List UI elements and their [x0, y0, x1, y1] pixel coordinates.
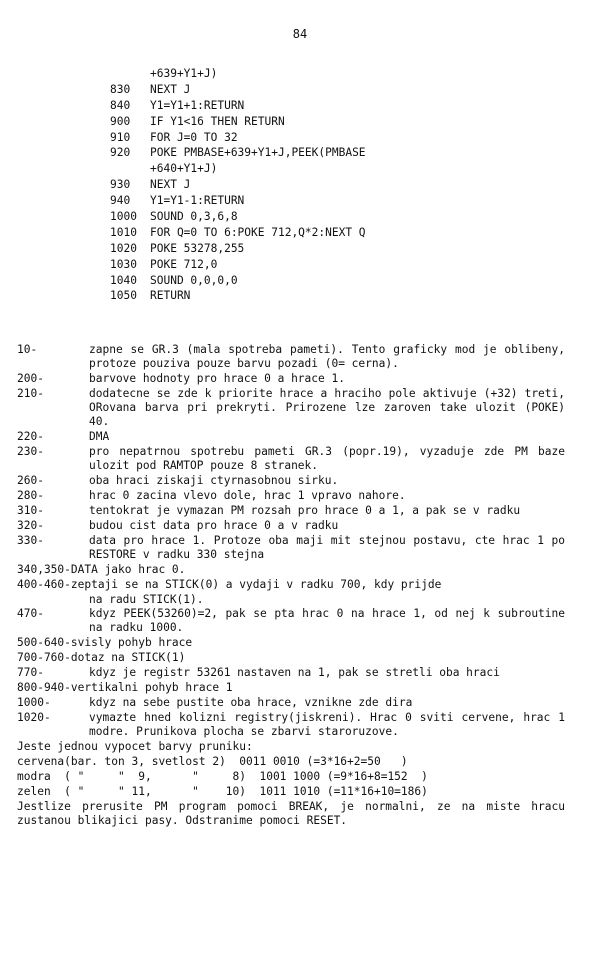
note-key: 210- — [17, 387, 44, 400]
code-line-number: 910 — [110, 130, 131, 144]
code-line-text: Y1=Y1-1:RETURN — [150, 194, 245, 208]
code-line-number: 930 — [110, 178, 131, 192]
note-row — [17, 519, 565, 533]
note-key: 280- — [17, 489, 44, 502]
color-calc-row: cervena(bar. ton 3, svetlost 2) 0011 0010 (=3*16+2=50 ) — [17, 755, 408, 768]
code-line-number: 1000 — [110, 210, 137, 224]
note-key: 770- — [17, 666, 44, 679]
note-text: DMA — [89, 430, 110, 443]
code-line — [110, 210, 530, 226]
code-line — [110, 99, 530, 115]
note-inline-row — [17, 681, 565, 695]
note-text: tentokrat je vymazan PM rozsah pro hrace 0 a 1, a pak se v radku — [89, 504, 521, 517]
code-line-number: 920 — [110, 146, 131, 160]
note-text: svisly pohyb hrace — [70, 636, 193, 649]
code-line-text: NEXT J — [150, 178, 191, 192]
code-line-text: SOUND 0,3,6,8 — [150, 210, 238, 224]
note-key: 310- — [17, 504, 44, 517]
code-line — [110, 83, 530, 99]
footer-heading: Jeste jednou vypocet barvy pruniku: — [17, 740, 253, 753]
note-key: 1020- — [17, 711, 51, 724]
note-text: dotaz na STICK(1) — [70, 651, 186, 664]
note-text: vymazte hned kolizni registry(jiskreni). Hrac 0 sviti cervene, hrac 1 modre. Prunikova plocha se zbarvi staroruzove. — [89, 711, 565, 738]
code-line-text: SOUND 0,0,0,0 — [150, 273, 238, 287]
page-number: 84 — [292, 27, 308, 41]
code-line — [110, 178, 530, 194]
code-line-number: 1040 — [110, 273, 137, 287]
code-line-number: 900 — [110, 114, 131, 128]
color-calc-row: zelen ( " " 11, " 10) 1011 1010 (=11*16+10=186) — [17, 785, 428, 798]
note-text: pro nepatrnou spotrebu pameti GR.3 (popr.19), vyzaduje zde PM baze ulozit pod RAMTOP pouze 8 stranek. — [89, 445, 565, 472]
note-row — [17, 430, 565, 444]
note-row — [17, 387, 565, 429]
code-line-number: 1010 — [110, 225, 137, 239]
note-text: kdyz je registr 53261 nastaven na 1, pak se stretli oba hraci — [89, 666, 500, 679]
note-text: DATA jako hrac 0. — [70, 563, 186, 576]
code-line-text: IF Y1<16 THEN RETURN — [150, 114, 285, 128]
footer-paragraph: Jestlize prerusite PM program pomoci BREAK, je normalni, ze na miste hracu zustanou blikajici pasy. Odstranime pomoci RESET. — [17, 800, 565, 827]
code-line — [110, 146, 530, 162]
note-text: data pro hrace 1. Protoze oba maji mit stejnou postavu, cte hrac 1 po RESTORE v radku 330 stejna — [89, 534, 565, 561]
code-line — [110, 226, 530, 242]
note-text: zapne se GR.3 (mala spotreba pameti). Tento graficky mod je oblibeny, protoze pouziva pouze barvu pozadi (0= cerna). — [89, 343, 565, 370]
code-line — [110, 258, 530, 274]
note-continuation: na radu STICK(1). — [89, 593, 204, 606]
note-key: 260- — [17, 474, 44, 487]
note-text: budou cist data pro hrace 0 a v radku — [89, 519, 339, 532]
code-line-number: 940 — [110, 194, 131, 208]
note-row — [17, 504, 565, 518]
code-line — [110, 67, 530, 83]
note-text: dodatecne se zde k priorite hrace a hraciho pole aktivuje (+32) treti, ORovana barva pri prekryti. Prirozene lze zaroven take ulozit (POKE) 40. — [89, 387, 565, 428]
code-line-text: +639+Y1+J) — [150, 67, 218, 80]
note-row — [17, 445, 565, 473]
code-line-text: RETURN — [150, 289, 191, 303]
note-text: oba hraci ziskaji ctyrnasobnou sirku. — [89, 474, 339, 487]
note-key: 400-460- — [17, 578, 71, 591]
note-key: 200- — [17, 372, 44, 385]
note-text: kdyz na sebe pustite oba hrace, vznikne zde dira — [89, 696, 413, 709]
code-line-number: 840 — [110, 98, 131, 112]
notes-section — [17, 343, 565, 828]
note-text: barvove hodnoty pro hrace 0 a hrace 1. — [89, 372, 345, 385]
note-key: 320- — [17, 519, 44, 532]
code-line-text: FOR Q=0 TO 6:POKE 712,Q*2:NEXT Q — [150, 225, 366, 239]
note-inline-row — [17, 563, 565, 577]
note-row — [17, 666, 565, 680]
code-line — [110, 194, 530, 210]
note-text: zeptaji se na STICK(0) a vydaji v radku 700, kdy prijde — [70, 578, 442, 591]
code-line-text: FOR J=0 TO 32 — [150, 130, 238, 144]
code-line — [110, 242, 530, 258]
note-row — [17, 711, 565, 739]
note-key: 1000- — [17, 696, 51, 709]
note-row — [17, 474, 565, 488]
code-line — [110, 162, 530, 178]
note-row — [17, 343, 565, 371]
code-line-text: POKE 53278,255 — [150, 241, 245, 255]
code-line-number: 1020 — [110, 241, 137, 255]
code-line-text: Y1=Y1+1:RETURN — [150, 98, 245, 112]
note-key: 470- — [17, 607, 44, 620]
note-row — [17, 534, 565, 562]
note-key: 340,350- — [17, 563, 71, 576]
note-inline-row — [17, 636, 565, 650]
note-row — [17, 607, 565, 635]
code-line-number: 1030 — [110, 257, 137, 271]
note-key: 500-640- — [17, 636, 71, 649]
note-inline-row — [17, 651, 565, 665]
note-text: vertikalni pohyb hrace 1 — [70, 681, 233, 694]
note-key: 10- — [17, 343, 38, 356]
code-line-text: NEXT J — [150, 82, 191, 96]
note-inline-row — [17, 578, 565, 592]
note-key: 800-940- — [17, 681, 71, 694]
note-text: kdyz PEEK(53260)=2, pak se pta hrac 0 na hrace 1, od nej k subroutine na radku 1000. — [89, 607, 565, 634]
code-line — [110, 115, 530, 131]
note-row — [17, 696, 565, 710]
code-line — [110, 131, 530, 147]
code-line-text: +640+Y1+J) — [150, 162, 218, 176]
note-row — [17, 372, 565, 386]
code-listing — [110, 67, 530, 305]
note-key: 220- — [17, 430, 44, 443]
code-line-number: 1050 — [110, 289, 137, 303]
code-line — [110, 289, 530, 305]
code-line-text: POKE PMBASE+639+Y1+J,PEEK(PMBASE — [150, 146, 366, 160]
code-line-number: 830 — [110, 82, 131, 96]
code-line-number — [110, 67, 150, 83]
note-key: 330- — [17, 534, 44, 547]
code-line-number — [110, 162, 150, 178]
color-calc-row: modra ( " " 9, " 8) 1001 1000 (=9*16+8=152 ) — [17, 770, 428, 783]
code-line — [110, 274, 530, 290]
code-line-text: POKE 712,0 — [150, 257, 218, 271]
note-row — [17, 489, 565, 503]
note-text: hrac 0 zacina vlevo dole, hrac 1 vpravo nahore. — [89, 489, 406, 502]
note-key: 700-760- — [17, 651, 71, 664]
note-key: 230- — [17, 445, 44, 458]
